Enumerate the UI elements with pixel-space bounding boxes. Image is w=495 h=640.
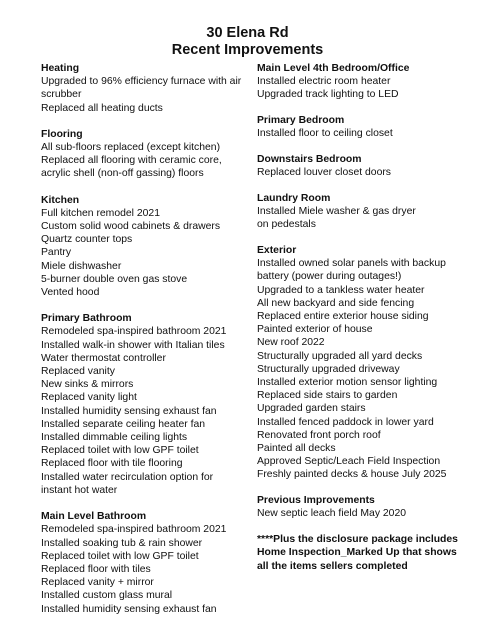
document-title-address: 30 Elena Rd [206, 25, 289, 41]
improvement-line: All sub-floors replaced (except kitchen) [41, 142, 221, 154]
improvement-line: Installed humidity sensing exhaust fan [41, 603, 217, 615]
improvement-line: New septic leach field May 2020 [257, 508, 407, 520]
disclosure-note-line: ****Plus the disclosure package includes [257, 534, 458, 546]
section-heading: Exterior [257, 245, 297, 257]
improvement-line: Pantry [41, 247, 72, 259]
improvement-line: Replaced toilet with low GPF toilet [41, 445, 199, 457]
improvement-line: Custom solid wood cabinets & drawers [41, 221, 221, 233]
improvement-line: Replaced vanity + mirror [41, 577, 154, 589]
improvement-line: All new backyard and side fencing [257, 297, 415, 309]
improvement-line: 5-burner double oven gas stove [41, 273, 188, 285]
section-heading: Heating [41, 63, 80, 74]
section-heading: Downstairs Bedroom [257, 154, 362, 166]
improvement-line: Installed soaking tub & rain shower [41, 537, 203, 549]
improvement-line: Upgraded to a tankless water heater [257, 284, 425, 296]
improvement-line: Installed separate ceiling heater fan [41, 418, 206, 430]
left-column [41, 62, 251, 616]
section-flooring [41, 128, 251, 181]
improvement-line: Installed exterior motion sensor lighting [257, 377, 438, 389]
improvement-line: scrubber [41, 89, 82, 101]
document-title-subtitle: Recent Improvements [171, 42, 324, 58]
improvement-line: Replaced toilet with low GPF toilet [41, 550, 199, 562]
section-heading: Main Level Bathroom [41, 511, 147, 523]
improvement-line: Freshly painted decks & house July 2025 [257, 469, 447, 481]
improvement-line: instant hot water [41, 484, 118, 496]
section-heading: Previous Improvements [257, 495, 375, 507]
section-primary-bedroom [257, 114, 472, 140]
section-exterior [257, 244, 472, 482]
improvement-line: Quartz counter tops [41, 234, 133, 246]
section-previous-improvements [257, 494, 472, 520]
section-primary-bathroom [41, 312, 251, 497]
improvement-line: Painted exterior of house [257, 324, 373, 336]
improvement-line: New sinks & mirrors [41, 379, 134, 391]
improvement-line: Upgraded to 96% efficiency furnace with air [41, 76, 242, 88]
section-heating [41, 62, 251, 115]
improvement-line: Installed walk-in shower with Italian tiles [41, 339, 225, 351]
improvement-line: Replaced vanity [41, 366, 115, 378]
section-kitchen [41, 194, 251, 300]
improvement-line: Remodeled spa-inspired bathroom 2021 [41, 326, 227, 338]
improvement-line: Miele dishwasher [41, 260, 122, 272]
improvement-line: Replaced side stairs to garden [257, 390, 398, 402]
section-heading: Kitchen [41, 194, 80, 206]
section-downstairs-bedroom [257, 153, 472, 179]
improvement-line: Full kitchen remodel 2021 [41, 207, 160, 219]
section-heading: Primary Bedroom [257, 115, 345, 127]
section-main-level-bathroom [41, 510, 251, 616]
improvement-line: Water thermostat controller [41, 352, 166, 364]
improvement-line: on pedestals [257, 219, 316, 231]
improvement-line: Installed floor to ceiling closet [257, 128, 393, 140]
improvement-line: Upgraded track lighting to LED [257, 89, 399, 101]
improvement-line: Structurally upgraded all yard decks [257, 350, 423, 362]
improvement-line: Vented hood [41, 287, 100, 299]
improvement-line: New roof 2022 [257, 337, 325, 349]
section-heading: Laundry Room [257, 192, 331, 204]
improvement-line: Approved Septic/Leach Field Inspection [257, 456, 441, 468]
improvement-line: Replaced louver closet doors [257, 167, 391, 179]
section-heading: Main Level 4th Bedroom/Office [257, 63, 410, 74]
improvement-line: battery (power during outages!) [257, 271, 402, 283]
improvement-line: Remodeled spa-inspired bathroom 2021 [41, 524, 227, 536]
improvement-line: Upgraded garden stairs [257, 403, 366, 415]
improvement-line: Replaced vanity light [41, 392, 137, 404]
section-heading: Primary Bathroom [41, 313, 132, 325]
improvement-line: Replaced floor with tile flooring [41, 458, 183, 470]
improvement-line: Replaced entire exterior house siding [257, 311, 429, 323]
improvement-line: Installed fenced paddock in lower yard [257, 416, 434, 428]
section-heading: Flooring [41, 128, 83, 140]
improvement-line: Installed electric room heater [257, 76, 391, 88]
improvement-line: acrylic shell (non-off gassing) floors [41, 168, 204, 180]
improvement-line: Replaced all flooring with ceramic core, [41, 155, 222, 167]
section-main-level-4th-bedroom-office [257, 62, 472, 102]
improvement-line: Installed water recirculation option for [41, 471, 214, 483]
improvement-line: Replaced all heating ducts [41, 102, 163, 114]
disclosure-note-line: Home Inspection_Marked Up that shows [257, 547, 457, 559]
improvement-line: Installed owned solar panels with backup [257, 258, 446, 270]
improvement-line: Painted all decks [257, 443, 336, 455]
disclosure-note [257, 533, 472, 573]
improvement-line: Installed custom glass mural [41, 590, 173, 602]
improvement-line: Replaced floor with tiles [41, 563, 151, 575]
improvement-line: Installed humidity sensing exhaust fan [41, 405, 217, 417]
right-column [257, 62, 472, 573]
improvement-line: Renovated front porch roof [257, 429, 381, 441]
improvement-line: Installed dimmable ceiling lights [41, 432, 188, 444]
section-laundry-room [257, 192, 472, 232]
improvement-line: Installed Miele washer & gas dryer [257, 206, 416, 218]
disclosure-note-line: all the items sellers completed [257, 560, 408, 572]
improvement-line: Structurally upgraded driveway [257, 363, 400, 375]
